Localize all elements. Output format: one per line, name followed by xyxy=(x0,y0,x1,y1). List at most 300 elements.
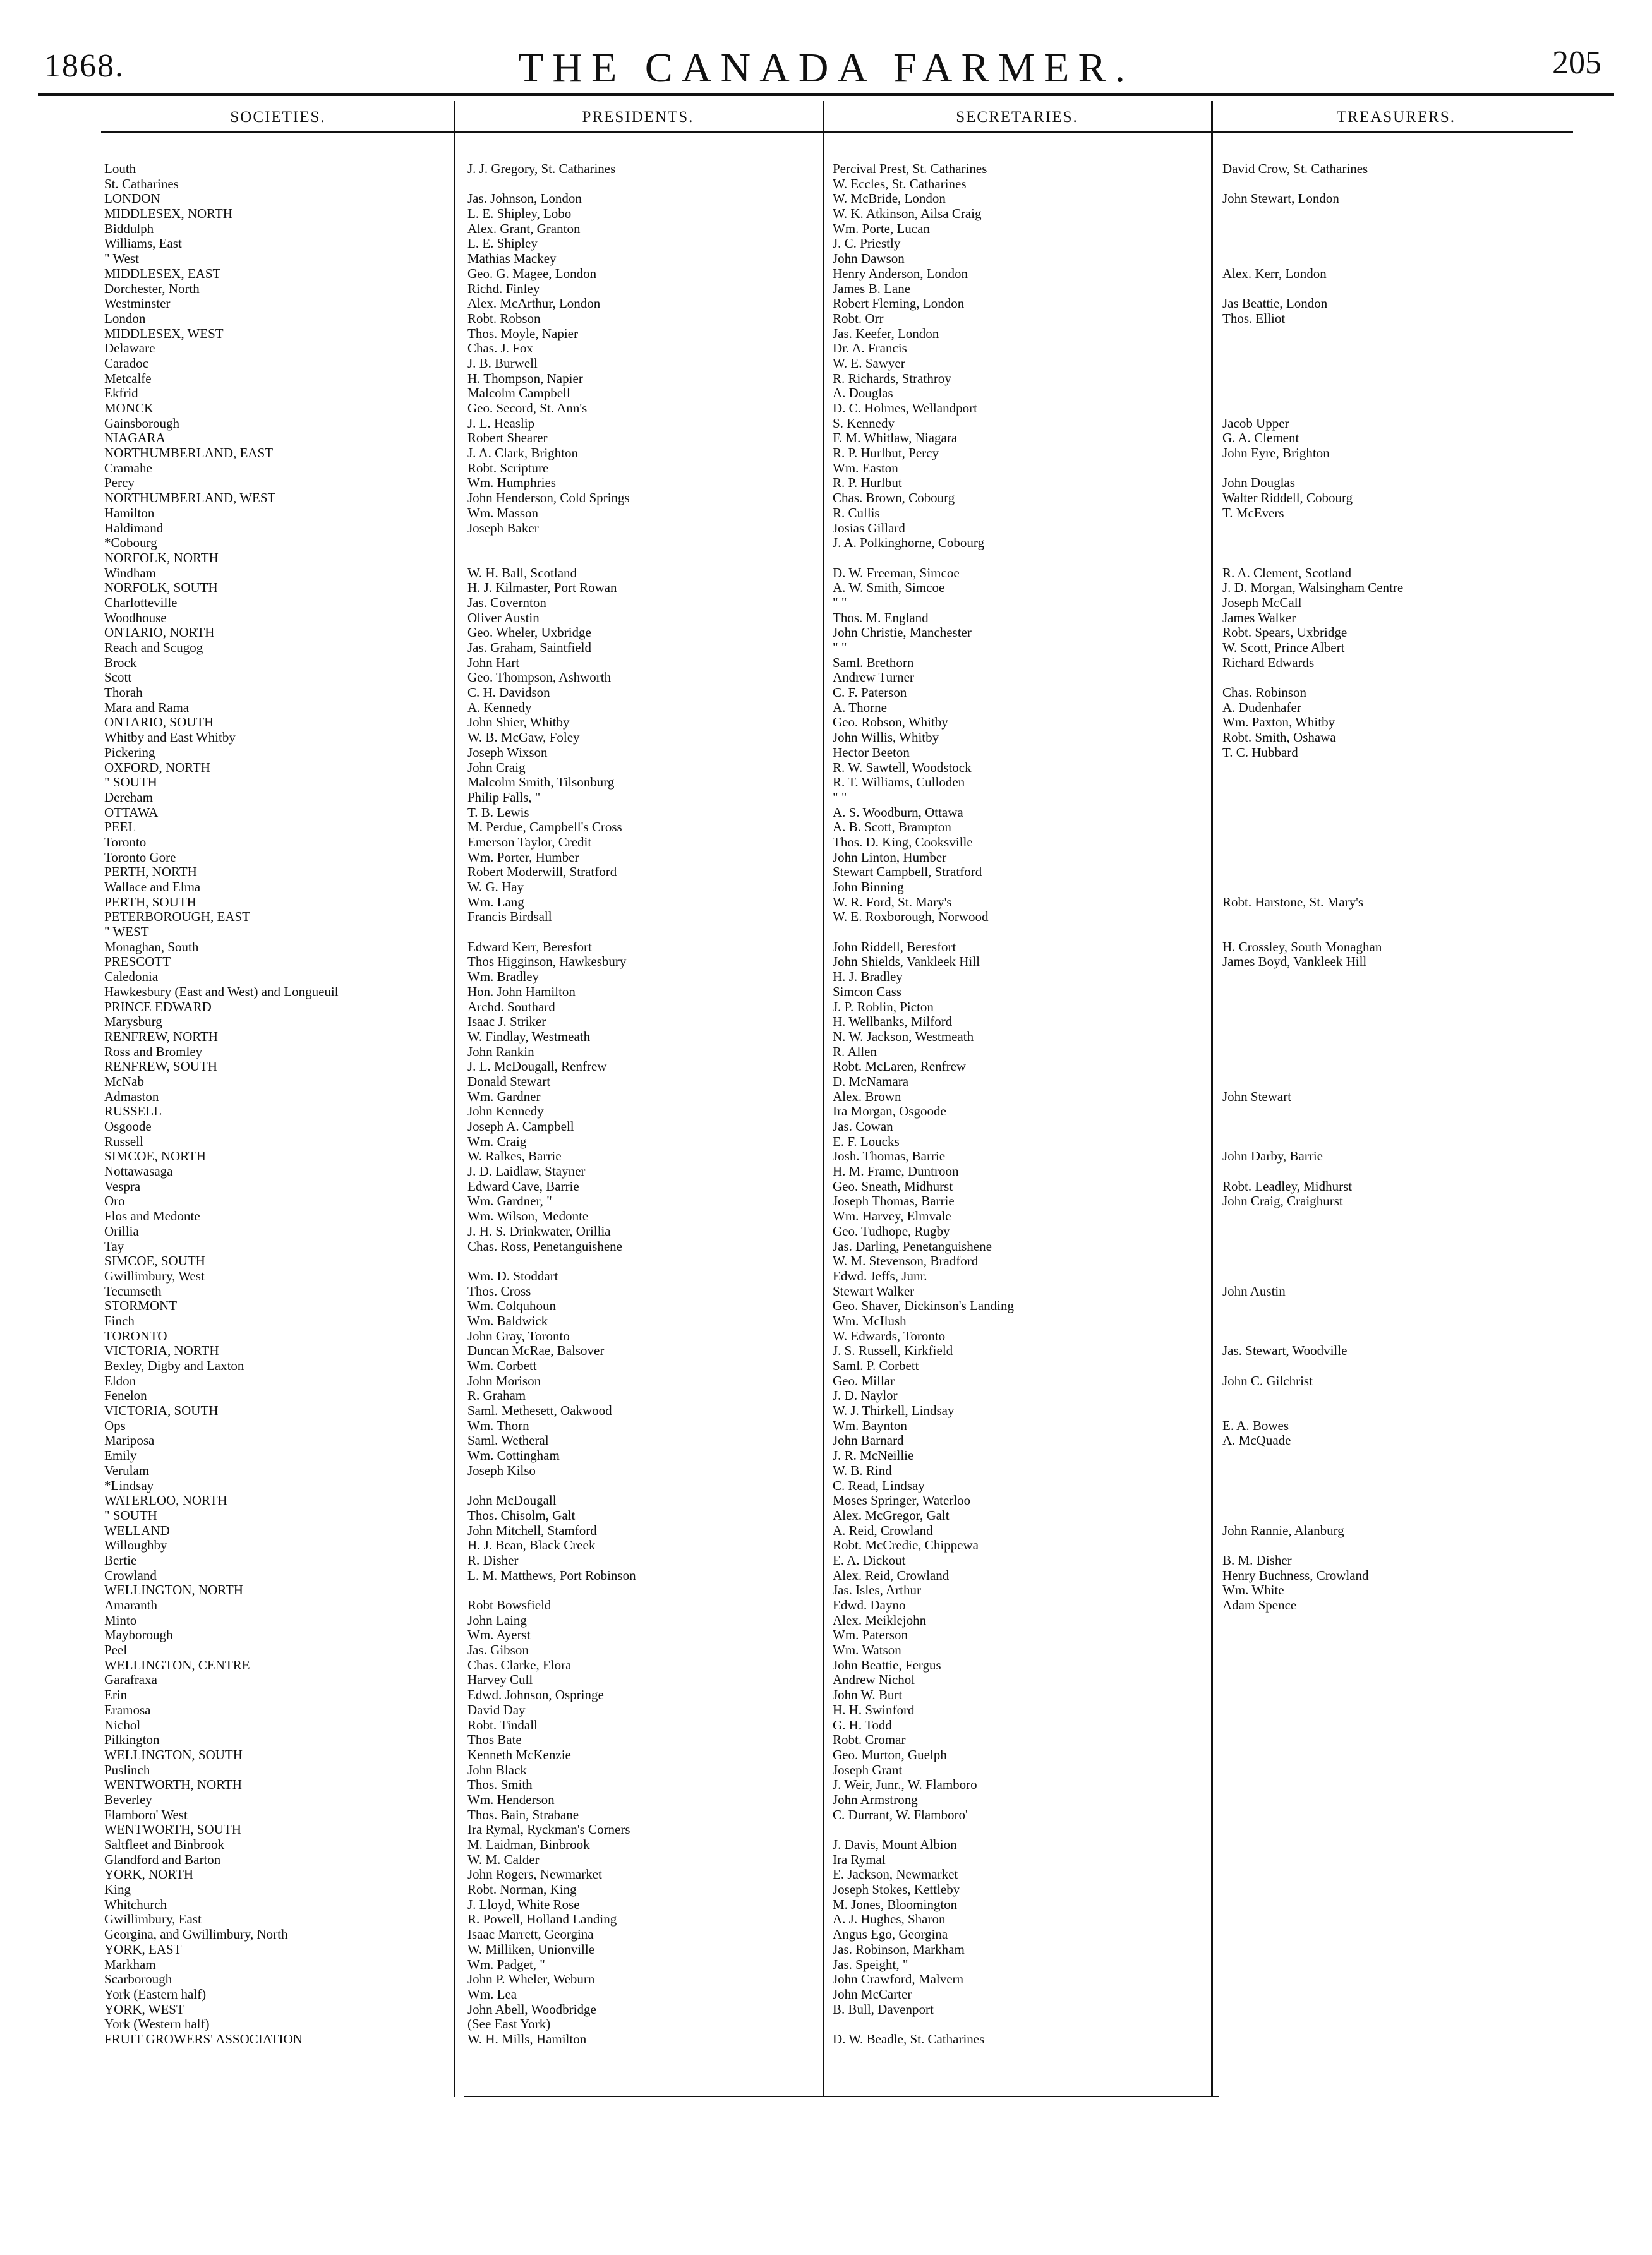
treasurer-name xyxy=(1222,282,1608,297)
secretary-name: D. W. Beadle, St. Catharines xyxy=(833,2031,985,2047)
page-year: 1868. xyxy=(44,48,124,84)
president-name: L. E. Shipley, Lobo xyxy=(467,207,572,222)
treasurer-name xyxy=(1222,1134,1608,1150)
secretary-name: Simcon Cass xyxy=(833,984,902,999)
treasurer-name xyxy=(1222,222,1608,237)
secretary-name: Alex. Brown xyxy=(833,1089,901,1104)
society-name: Tay xyxy=(104,1239,124,1254)
president-name: Archd. Southard xyxy=(467,999,555,1014)
secretary-name: W. B. Rind xyxy=(833,1463,892,1478)
secretary-name: W. McBride, London xyxy=(833,191,946,207)
society-name: Verulam xyxy=(104,1463,150,1478)
president-name: Edward Cave, Barrie xyxy=(467,1179,579,1194)
secretary-name: H. M. Frame, Duntroon xyxy=(833,1164,959,1179)
society-name: Monaghan, South xyxy=(104,939,199,954)
secretary-name: John Shields, Vankleek Hill xyxy=(833,954,980,970)
treasurer-name xyxy=(1222,1269,1608,1284)
president-name: Wm. Thorn xyxy=(467,1418,529,1433)
treasurer-name: A. McQuade xyxy=(1222,1433,1291,1448)
president-name: J. L. Heaslip xyxy=(467,416,535,431)
treasurer-name: John Douglas xyxy=(1222,476,1295,491)
president-name: John Craig xyxy=(467,760,526,775)
secretary-name: Saml. Brethorn xyxy=(833,655,914,670)
president-name: John Rankin xyxy=(467,1044,534,1059)
president-name: Robert Moderwill, Stratford xyxy=(467,865,617,880)
president-name: Wm. Lang xyxy=(467,894,524,910)
president-name: Thos. Smith xyxy=(467,1777,533,1793)
society-name: Ekfrid xyxy=(104,386,138,401)
treasurer-name xyxy=(1222,1074,1608,1090)
secretary-name: J. P. Roblin, Picton xyxy=(833,999,934,1014)
president-name: Wm. Ayerst xyxy=(467,1628,531,1643)
treasurers-column xyxy=(1222,162,1608,1613)
secretary-name: C. F. Paterson xyxy=(833,685,907,701)
president-name xyxy=(467,177,818,192)
society-name: Fenelon xyxy=(104,1388,147,1404)
secretary-name: John Linton, Humber xyxy=(833,850,947,865)
treasurer-name xyxy=(1222,371,1608,387)
secretary-name xyxy=(833,1822,1209,1837)
society-name: Westminster xyxy=(104,296,171,311)
secretary-name: Percival Prest, St. Catharines xyxy=(833,162,987,176)
treasurer-name: James Walker xyxy=(1222,610,1296,625)
treasurer-name xyxy=(1222,236,1608,251)
society-name: Garafraxa xyxy=(104,1673,157,1688)
secretary-name: N. W. Jackson, Westmeath xyxy=(833,1029,974,1044)
society-name: ONTARIO, NORTH xyxy=(104,625,215,640)
society-name: PERTH, NORTH xyxy=(104,865,197,880)
secretary-name: E. A. Dickout xyxy=(833,1553,906,1568)
society-name: YORK, WEST xyxy=(104,2002,184,2017)
column-divider xyxy=(454,101,455,2097)
treasurer-name xyxy=(1222,835,1608,850)
secretary-name: J. S. Russell, Kirkfield xyxy=(833,1344,953,1359)
secretary-name: W. Edwards, Toronto xyxy=(833,1328,946,1344)
secretary-name: R. Allen xyxy=(833,1044,877,1059)
society-name: Osgoode xyxy=(104,1119,152,1134)
president-name: John McDougall xyxy=(467,1493,557,1508)
society-name: " SOUTH xyxy=(104,1508,157,1523)
president-name: Harvey Cull xyxy=(467,1673,533,1688)
treasurer-name xyxy=(1222,401,1608,416)
treasurer-name xyxy=(1222,805,1608,821)
president-name: Jas. Johnson, London xyxy=(467,191,582,207)
society-name: Thorah xyxy=(104,685,143,701)
society-name: NORFOLK, SOUTH xyxy=(104,580,218,596)
society-name: Crowland xyxy=(104,1568,157,1583)
president-name: Donald Stewart xyxy=(467,1074,551,1089)
society-name: Orillia xyxy=(104,1224,139,1239)
secretary-name: " " xyxy=(833,640,847,655)
secretary-name: A. J. Hughes, Sharon xyxy=(833,1912,946,1927)
treasurer-name xyxy=(1222,536,1608,551)
president-name: Edwd. Johnson, Ospringe xyxy=(467,1688,604,1703)
president-name: John Kennedy xyxy=(467,1104,544,1119)
secretary-name: Andrew Nichol xyxy=(833,1673,915,1688)
president-name: Isaac Marrett, Georgina xyxy=(467,1927,594,1942)
president-name: Kenneth McKenzie xyxy=(467,1747,571,1762)
secretary-name: R. W. Sawtell, Woodstock xyxy=(833,760,972,775)
secretary-name: Robert Fleming, London xyxy=(833,296,965,311)
secretary-name: A. Douglas xyxy=(833,386,893,401)
secretary-name: A. B. Scott, Brampton xyxy=(833,820,951,835)
treasurer-name: Robt. Smith, Oshawa xyxy=(1222,730,1336,745)
president-name: R. Disher xyxy=(467,1553,519,1568)
secretary-name: J. R. McNeillie xyxy=(833,1448,914,1464)
secretary-name: F. M. Whitlaw, Niagara xyxy=(833,431,958,446)
society-name: Dereham xyxy=(104,790,153,805)
president-name: Wm. Porter, Humber xyxy=(467,850,579,865)
secretary-name: G. H. Todd xyxy=(833,1717,892,1733)
society-name: Eldon xyxy=(104,1373,136,1388)
president-name: Wm. Henderson xyxy=(467,1792,555,1807)
secretary-name: R. P. Hurlbut xyxy=(833,476,902,491)
secretary-name: Robt. McLaren, Renfrew xyxy=(833,1059,967,1074)
secretary-name: R. P. Hurlbut, Percy xyxy=(833,446,939,461)
president-name: Chas. Clarke, Elora xyxy=(467,1657,572,1673)
president-name: T. B. Lewis xyxy=(467,805,529,820)
society-name: Vespra xyxy=(104,1179,141,1194)
president-name: Wm. Cottingham xyxy=(467,1448,560,1464)
secretary-name: Wm. Porte, Lucan xyxy=(833,221,930,236)
president-name: J. H. S. Drinkwater, Orillia xyxy=(467,1224,611,1239)
treasurer-name: John C. Gilchrist xyxy=(1222,1373,1313,1388)
society-name: WELLINGTON, CENTRE xyxy=(104,1657,250,1673)
society-name: Willoughby xyxy=(104,1538,167,1553)
society-name: Bexley, Digby and Laxton xyxy=(104,1359,244,1373)
society-name: MIDDLESEX, WEST xyxy=(104,326,224,341)
treasurer-name: John Rannie, Alanburg xyxy=(1222,1523,1344,1538)
treasurer-name: Joseph McCall xyxy=(1222,595,1302,610)
treasurer-name xyxy=(1222,461,1608,476)
society-name: *Cobourg xyxy=(104,536,157,551)
secretary-name: Henry Anderson, London xyxy=(833,266,968,281)
treasurer-name xyxy=(1222,327,1608,342)
treasurer-name: B. M. Disher xyxy=(1222,1553,1292,1568)
secretary-name: Geo. Tudhope, Rugby xyxy=(833,1224,950,1239)
society-name: Oro xyxy=(104,1194,125,1209)
society-name: Gwillimbury, East xyxy=(104,1912,202,1927)
secretary-name: Moses Springer, Waterloo xyxy=(833,1493,971,1508)
society-name: VICTORIA, NORTH xyxy=(104,1344,219,1359)
president-name: R. Graham xyxy=(467,1388,526,1404)
secretary-name: W. Eccles, St. Catharines xyxy=(833,176,967,191)
president-name: Wm. Corbett xyxy=(467,1359,537,1373)
treasurer-name xyxy=(1222,865,1608,880)
treasurer-name xyxy=(1222,1045,1608,1060)
secretary-name: Jas. Darling, Penetanguishene xyxy=(833,1239,992,1254)
secretary-name: Josias Gillard xyxy=(833,520,905,536)
secretary-name: Chas. Brown, Cobourg xyxy=(833,491,955,506)
society-name: STORMONT xyxy=(104,1299,178,1314)
society-name: Metcalfe xyxy=(104,371,152,386)
president-name: John P. Wheler, Weburn xyxy=(467,1972,595,1987)
treasurer-name: E. A. Bowes xyxy=(1222,1418,1289,1433)
treasurer-name: Richard Edwards xyxy=(1222,655,1315,670)
society-name: Mayborough xyxy=(104,1628,173,1643)
president-name xyxy=(467,551,818,566)
secretary-name: A. W. Smith, Simcoe xyxy=(833,580,945,596)
society-name: MONCK xyxy=(104,401,154,416)
society-name: Pilkington xyxy=(104,1733,160,1748)
society-name: Admaston xyxy=(104,1089,159,1104)
society-name: Delaware xyxy=(104,341,155,356)
secretary-name: A. S. Woodburn, Ottawa xyxy=(833,805,963,820)
society-name: Tecumseth xyxy=(104,1284,162,1299)
secretary-name: Jas. Keefer, London xyxy=(833,326,939,341)
treasurer-name xyxy=(1222,207,1608,222)
president-name: L. M. Matthews, Port Robinson xyxy=(467,1568,636,1583)
treasurer-name: John Austin xyxy=(1222,1284,1286,1299)
society-name: Nottawasaga xyxy=(104,1164,173,1179)
president-name: Jas. Gibson xyxy=(467,1643,529,1658)
treasurer-name: G. A. Clement xyxy=(1222,431,1299,446)
secretary-name: W. J. Thirkell, Lindsay xyxy=(833,1404,955,1419)
president-name: W. H. Mills, Hamilton xyxy=(467,2031,587,2047)
president-name: Oliver Austin xyxy=(467,610,540,625)
secretary-name: Wm. McIlush xyxy=(833,1313,907,1328)
president-name: Alex. Grant, Granton xyxy=(467,221,581,236)
society-name: Beverley xyxy=(104,1792,152,1807)
society-name: St. Catharines xyxy=(104,176,179,191)
secretary-name: M. Jones, Bloomington xyxy=(833,1897,958,1912)
president-name: Wm. Lea xyxy=(467,1987,517,2002)
president-name: (See East York) xyxy=(467,2017,551,2032)
treasurer-name xyxy=(1222,850,1608,865)
treasurer-name: John Craig, Craighurst xyxy=(1222,1194,1343,1209)
society-name: Williams, East xyxy=(104,236,182,251)
president-name: Wm. Masson xyxy=(467,505,538,520)
president-name: Thos. Bain, Strabane xyxy=(467,1807,579,1822)
secretary-name: Alex. Reid, Crowland xyxy=(833,1568,950,1583)
society-name: Georgina, and Gwillimbury, North xyxy=(104,1927,288,1942)
treasurer-name: John Stewart xyxy=(1222,1089,1292,1104)
secretary-name: John Willis, Whitby xyxy=(833,730,939,745)
society-name: Caledonia xyxy=(104,970,159,985)
society-name: SIMCOE, NORTH xyxy=(104,1149,206,1164)
header-secretaries: SECRETARIES. xyxy=(956,109,1078,126)
society-name: MIDDLESEX, NORTH xyxy=(104,207,232,222)
president-name: Francis Birdsall xyxy=(467,910,552,925)
society-name: Saltfleet and Binbrook xyxy=(104,1837,225,1852)
society-name: LONDON xyxy=(104,191,160,207)
president-name: John Abell, Woodbridge xyxy=(467,2002,596,2017)
treasurer-name xyxy=(1222,386,1608,401)
treasurer-name xyxy=(1222,970,1608,985)
president-name: John Hart xyxy=(467,655,520,670)
society-name: Pickering xyxy=(104,745,155,760)
society-name: YORK, EAST xyxy=(104,1942,182,1957)
president-name: Thos Higginson, Hawkesbury xyxy=(467,954,627,970)
treasurer-name xyxy=(1222,1104,1608,1119)
treasurer-name: Thos. Elliot xyxy=(1222,311,1286,326)
president-name: Philip Falls, " xyxy=(467,790,541,805)
society-name: Markham xyxy=(104,1957,156,1972)
president-name: Richd. Finley xyxy=(467,281,540,296)
president-name: Geo. Wheler, Uxbridge xyxy=(467,625,591,640)
column-divider xyxy=(1211,101,1213,2097)
society-name: Emily xyxy=(104,1448,137,1464)
president-name: Geo. Secord, St. Ann's xyxy=(467,401,588,416)
treasurer-name xyxy=(1222,1239,1608,1254)
bottom-rule xyxy=(464,2096,1219,2097)
president-name: David Day xyxy=(467,1702,526,1717)
treasurer-name xyxy=(1222,1329,1608,1344)
treasurer-name: Jas. Stewart, Woodville xyxy=(1222,1344,1348,1359)
society-name: PERTH, SOUTH xyxy=(104,894,196,910)
president-name: Jas. Covernton xyxy=(467,595,546,610)
president-name: Geo. Thompson, Ashworth xyxy=(467,670,612,685)
treasurer-name: Chas. Robinson xyxy=(1222,685,1307,701)
society-name: Puslinch xyxy=(104,1762,150,1777)
society-name: Caradoc xyxy=(104,356,148,371)
secretary-name: Joseph Thomas, Barrie xyxy=(833,1194,955,1209)
secretary-name: D. W. Freeman, Simcoe xyxy=(833,565,960,580)
president-name: Joseph Kilso xyxy=(467,1463,536,1478)
secretary-name: James B. Lane xyxy=(833,281,911,296)
secretary-name: Wm. Baynton xyxy=(833,1418,907,1433)
society-name: WATERLOO, NORTH xyxy=(104,1493,227,1508)
treasurer-name xyxy=(1222,177,1608,192)
president-name: W. Ralkes, Barrie xyxy=(467,1149,562,1164)
president-name: Hon. John Hamilton xyxy=(467,984,576,999)
secretary-name: D. C. Holmes, Wellandport xyxy=(833,401,977,416)
masthead-title: THE CANADA FARMER. xyxy=(517,45,1134,91)
secretary-name: C. Read, Lindsay xyxy=(833,1478,925,1493)
treasurer-name: Robt. Leadley, Midhurst xyxy=(1222,1179,1353,1194)
president-name: J. D. Laidlaw, Stayner xyxy=(467,1164,586,1179)
secretary-name: Robt. McCredie, Chippewa xyxy=(833,1538,979,1553)
secretary-name: Alex. Meiklejohn xyxy=(833,1613,927,1628)
president-name: Chas. J. Fox xyxy=(467,341,533,356)
society-name: MIDDLESEX, EAST xyxy=(104,266,221,281)
society-name: Wallace and Elma xyxy=(104,880,201,894)
president-name: John Henderson, Cold Springs xyxy=(467,491,630,506)
president-name: John Laing xyxy=(467,1613,527,1628)
president-name: J. L. McDougall, Renfrew xyxy=(467,1059,607,1074)
president-name: J. J. Gregory, St. Catharines xyxy=(467,162,616,176)
society-name: Gwillimbury, West xyxy=(104,1268,205,1284)
secretary-name: Stewart Walker xyxy=(833,1284,915,1299)
president-name: Thos. Moyle, Napier xyxy=(467,326,578,341)
treasurer-name: John Eyre, Brighton xyxy=(1222,446,1330,461)
treasurer-name: David Crow, St. Catharines xyxy=(1222,162,1368,176)
secretary-name: Dr. A. Francis xyxy=(833,341,907,356)
president-name: Mathias Mackey xyxy=(467,251,557,267)
treasurer-name: Robt. Harstone, St. Mary's xyxy=(1222,894,1364,910)
treasurer-name xyxy=(1222,1059,1608,1074)
president-name: Malcolm Smith, Tilsonburg xyxy=(467,775,615,790)
president-name: W. G. Hay xyxy=(467,880,524,894)
column-divider xyxy=(823,101,824,2097)
secretary-name: Angus Ego, Georgina xyxy=(833,1927,948,1942)
treasurer-name xyxy=(1222,1479,1608,1494)
society-name: WELLAND xyxy=(104,1523,170,1538)
treasurer-name xyxy=(1222,1014,1608,1030)
presidents-column xyxy=(467,162,818,2047)
secretary-name: Jas. Cowan xyxy=(833,1119,893,1134)
secretary-name: " " xyxy=(833,595,847,610)
society-name: SIMCOE, SOUTH xyxy=(104,1254,205,1269)
president-name: Robt. Scripture xyxy=(467,460,549,476)
society-name: NIAGARA xyxy=(104,431,166,446)
secretary-name: Wm. Harvey, Elmvale xyxy=(833,1209,951,1224)
secretary-name: John Armstrong xyxy=(833,1792,918,1807)
president-name xyxy=(467,1583,818,1598)
president-name: John Black xyxy=(467,1762,527,1777)
president-name: M. Perdue, Campbell's Cross xyxy=(467,820,622,835)
society-name: Ross and Bromley xyxy=(104,1044,203,1059)
president-name: Isaac J. Striker xyxy=(467,1014,546,1030)
treasurer-name: Jacob Upper xyxy=(1222,416,1289,431)
society-name: Mara and Rama xyxy=(104,700,190,715)
secretary-name: John Beattie, Fergus xyxy=(833,1657,941,1673)
secretary-name: W. R. Ford, St. Mary's xyxy=(833,894,952,910)
secretary-name: Wm. Paterson xyxy=(833,1628,908,1643)
secretary-name: Jas. Robinson, Markham xyxy=(833,1942,965,1957)
secretary-name: R. T. Williams, Culloden xyxy=(833,775,965,790)
secretary-name: Ira Morgan, Osgoode xyxy=(833,1104,946,1119)
president-name: Wm. Bradley xyxy=(467,970,540,985)
society-name: OTTAWA xyxy=(104,805,159,820)
treasurer-name xyxy=(1222,1000,1608,1015)
president-name: Robt Bowsfield xyxy=(467,1598,552,1613)
society-name: Reach and Scugog xyxy=(104,640,203,655)
president-name: John Gray, Toronto xyxy=(467,1328,570,1344)
secretary-name: Robt. Cromar xyxy=(833,1733,906,1748)
secretary-name: John Riddell, Beresfort xyxy=(833,939,956,954)
society-name: McNab xyxy=(104,1074,144,1089)
secretary-name: Thos. M. England xyxy=(833,610,929,625)
president-name: Chas. Ross, Penetanguishene xyxy=(467,1239,622,1254)
president-name: R. Powell, Holland Landing xyxy=(467,1912,617,1927)
secretary-name xyxy=(833,925,1209,940)
president-name: H. Thompson, Napier xyxy=(467,371,583,386)
society-name: Peel xyxy=(104,1643,128,1658)
society-name: Erin xyxy=(104,1688,128,1703)
treasurer-name: John Stewart, London xyxy=(1222,191,1339,207)
society-name: *Lindsay xyxy=(104,1478,154,1493)
treasurer-name xyxy=(1222,1299,1608,1314)
society-name: " SOUTH xyxy=(104,775,157,790)
president-name: J. Lloyd, White Rose xyxy=(467,1897,580,1912)
secretary-name: Geo. Sneath, Midhurst xyxy=(833,1179,953,1194)
society-name: Amaranth xyxy=(104,1598,157,1613)
president-name: Emerson Taylor, Credit xyxy=(467,834,592,850)
secretary-name: John Binning xyxy=(833,880,904,894)
treasurer-name xyxy=(1222,521,1608,536)
treasurer-name: A. Dudenhafer xyxy=(1222,700,1301,715)
president-name: Robert Shearer xyxy=(467,431,548,446)
treasurer-name xyxy=(1222,1448,1608,1464)
president-name: Saml. Methesett, Oakwood xyxy=(467,1404,612,1419)
president-name xyxy=(467,1254,818,1269)
treasurer-name xyxy=(1222,790,1608,805)
secretary-name: Ira Rymal xyxy=(833,1852,886,1867)
society-name: Flamboro' West xyxy=(104,1807,188,1822)
secretary-name: Geo. Robson, Whitby xyxy=(833,715,948,730)
header-treasurers: TREASURERS. xyxy=(1336,109,1456,126)
header-presidents: PRESIDENTS. xyxy=(582,109,694,126)
society-name: Whitchurch xyxy=(104,1897,167,1912)
president-name: Geo. G. Magee, London xyxy=(467,266,597,281)
secretary-name: H. H. Swinford xyxy=(833,1702,915,1717)
secretary-name: R. Cullis xyxy=(833,505,880,520)
treasurer-name xyxy=(1222,341,1608,356)
president-name: M. Laidman, Binbrook xyxy=(467,1837,590,1852)
secretary-name: Jas. Isles, Arthur xyxy=(833,1583,921,1598)
header-societies: SOCIETIES. xyxy=(230,109,326,126)
